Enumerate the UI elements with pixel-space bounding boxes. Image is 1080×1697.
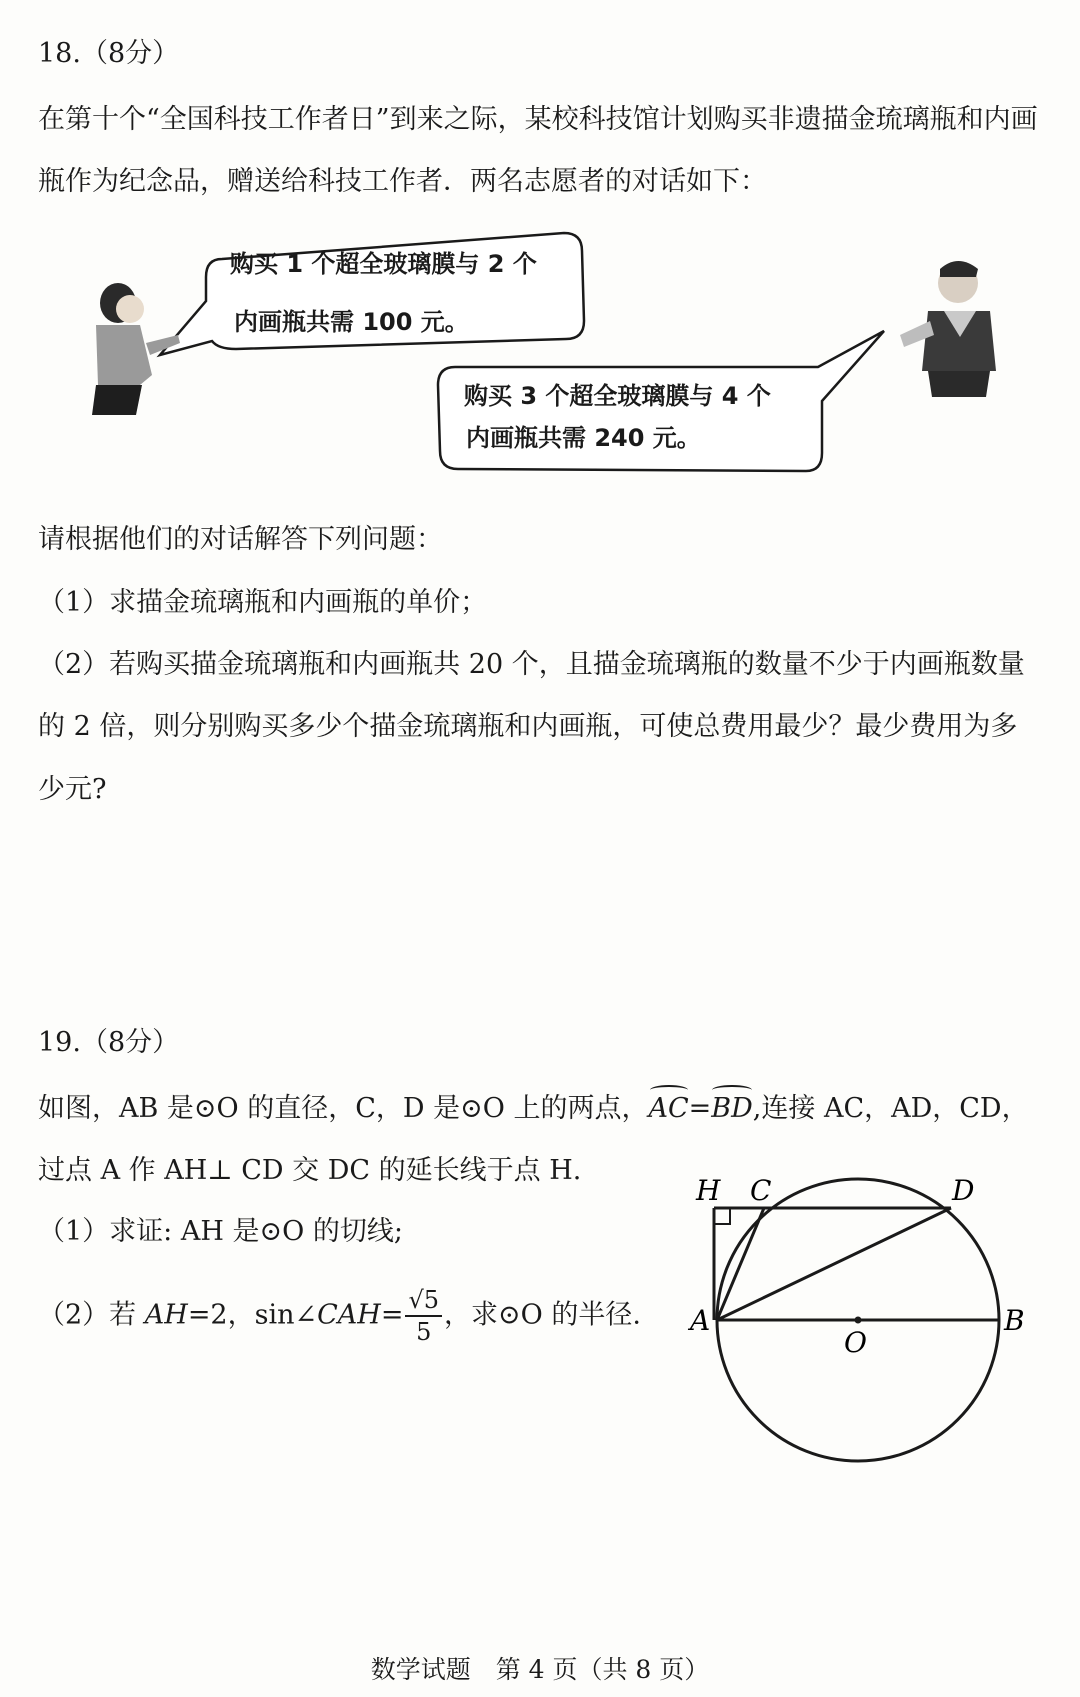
q19-header: 19.（8分） — [38, 1027, 180, 1058]
q18-header: 18.（8分） — [38, 38, 180, 69]
q19-part2-mid: =2，sin∠ — [187, 1299, 318, 1331]
right-angle-mark — [714, 1208, 730, 1224]
circle-geometry-figure — [680, 1160, 1060, 1480]
q19-line1-text: 如图，AB 是⊙O 的直径，C，D 是⊙O 上的两点， — [38, 1093, 649, 1124]
bubble1-line2: 内画瓶共需 100 元。 — [234, 308, 469, 336]
fraction-numerator: √5 — [405, 1285, 442, 1317]
bubble2-line1: 购买 3 个超全玻璃膜与 4 个 — [464, 382, 771, 410]
center-point — [855, 1317, 862, 1324]
label-a: A — [690, 1304, 711, 1337]
boy-figure — [900, 261, 996, 397]
label-b: B — [1004, 1304, 1025, 1337]
q18-part1: （1）求描金琉璃瓶和内画瓶的单价； — [38, 587, 488, 618]
q18-part2-line2: 的 2 倍，则分别购买多少个描金琉璃瓶和内画瓶，可使总费用最少？最少费用为多 — [38, 711, 1018, 742]
q18-intro-line1: 在第十个“全国科技工作者日”到来之际，某校科技馆计划购买非遗描金琉璃瓶和内画 — [38, 104, 1038, 135]
q19-line2: 过点 A 作 AH⊥ CD 交 DC 的延长线于点 H. — [38, 1155, 582, 1186]
page-footer: 数学试题 第 4 页（共 8 页） — [370, 1655, 710, 1684]
q19-line1 — [38, 1089, 1029, 1129]
equals-sign: = — [688, 1093, 712, 1124]
label-h: H — [696, 1174, 721, 1207]
fraction-denominator: 5 — [416, 1318, 432, 1346]
q18-prompt: 请根据他们的对话解答下列问题： — [38, 524, 443, 555]
arc-bd: BD — [711, 1089, 753, 1129]
q19-part2 — [38, 1285, 641, 1347]
bubble1-line1: 购买 1 个超全玻璃膜与 2 个 — [230, 250, 537, 278]
label-o: O — [844, 1326, 867, 1359]
label-c: C — [750, 1174, 772, 1207]
bubble2-line2: 内画瓶共需 240 元。 — [466, 424, 701, 452]
fraction-sqrt5-over-5 — [405, 1285, 442, 1347]
q18-intro-line2: 瓶作为纪念品，赠送给科技工作者．两名志愿者的对话如下： — [38, 166, 767, 197]
label-d: D — [952, 1174, 975, 1207]
var-cah: CAH — [317, 1299, 381, 1331]
q19-part2-suffix: ，求⊙O 的半径. — [444, 1299, 641, 1331]
q19-part2-prefix: （2）若 — [38, 1299, 145, 1331]
var-ah: AH — [144, 1299, 188, 1331]
q19-part2-eq: = — [380, 1299, 404, 1331]
q19-part1: （1）求证: AH 是⊙O 的切线; — [38, 1216, 403, 1247]
q18-part2-line1: （2）若购买描金琉璃瓶和内画瓶共 20 个，且描金琉璃瓶的数量不少于内画瓶数量 — [38, 649, 1025, 680]
q18-part2-line3: 少元? — [38, 774, 107, 805]
q19-line1-tail: ,连接 AC，AD，CD， — [752, 1093, 1029, 1124]
arc-ac: AC — [649, 1089, 689, 1129]
